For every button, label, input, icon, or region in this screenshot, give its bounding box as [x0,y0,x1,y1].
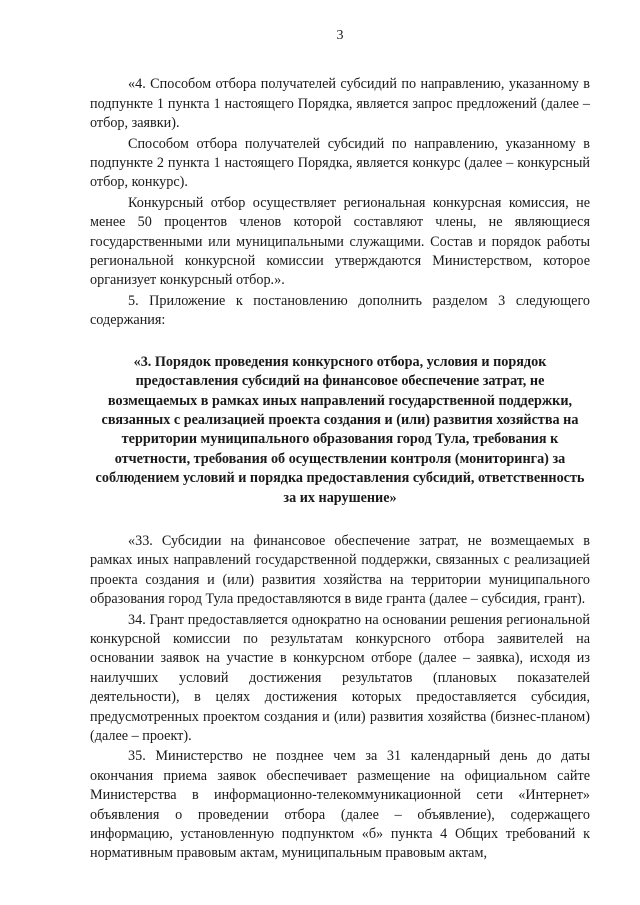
paragraph-item-5: 5. Приложение к постановлению дополнить разделом 3 следующего содержания: [90,292,590,329]
page-number: 3 [336,28,344,43]
paragraph-34: 34. Грант предоставляется однократно на основании решения региональной конкурсной комиссии по результатам конкурсного отбора заявителей на основании заявок на участие в конкурсном отборе (далее – заявка), исходя из наилучших условий достижения результатов (плановых показателей деятельности), в целях достижения которых предоставляется субсидия, предусмотренных проектом создания и (или) развития хозяйства (бизнес-планом) (далее – проект). [90,611,590,744]
paragraph-4-contest: Способом отбора получателей субсидий по направлению, указанному в подпункте 2 пункта 1 настоящего Порядка, является конкурс (далее – конкурсный отбор, конкурс). [90,135,590,191]
paragraph-4-commission: Конкурсный отбор осуществляет региональная конкурсная комиссия, не менее 50 процентов членов которой составляют члены, не являющиеся государственными или муниципальными служащими. Состав и порядок работы региональной конкурсной комиссии утверждаются Министерством, которое организует конкурсный отбор.». [90,194,590,289]
paragraph-4: «4. Способом отбора получателей субсидий по направлению, указанному в подпункте 1 пункта 1 настоящего Порядка, является запрос предложений (далее – отбор, заявки). [90,76,590,132]
section-heading: «3. Порядок проведения конкурсного отбора, условия и порядок предоставления субсидий на финансовое обеспечение затрат, не возмещаемых в рамках иных направлений государственной поддержки, связанных с реализацией проекта создания и (или) развития хозяйства на территории муниципального образования город Тула, требования к отчетности, требования об осуществлении контроля (мониторинга) за соблюдением условий и порядка предоставления субсидий, ответственность за их нарушение» [95,353,585,506]
paragraph-35: 35. Министерство не позднее чем за 31 календарный день до даты окончания приема заявок обеспечивает размещение на официальном сайте Министерства в информационно-телекоммуникационной сети «Интернет» объявления о проведении отбора (далее – объявление), содержащего информацию, установленную подпунктом «б» пункта 4 Общих требований к нормативным правовым актам, муниципальным правовым актам, [90,748,590,862]
paragraph-33: «33. Субсидии на финансовое обеспечение затрат, не возмещаемых в рамках иных направлений государственной поддержки, связанных с реализацией проекта создания и (или) развития хозяйства на территории муниципального образования город Тула предоставляются в виде гранта (далее – субсидия, грант). [90,532,590,608]
